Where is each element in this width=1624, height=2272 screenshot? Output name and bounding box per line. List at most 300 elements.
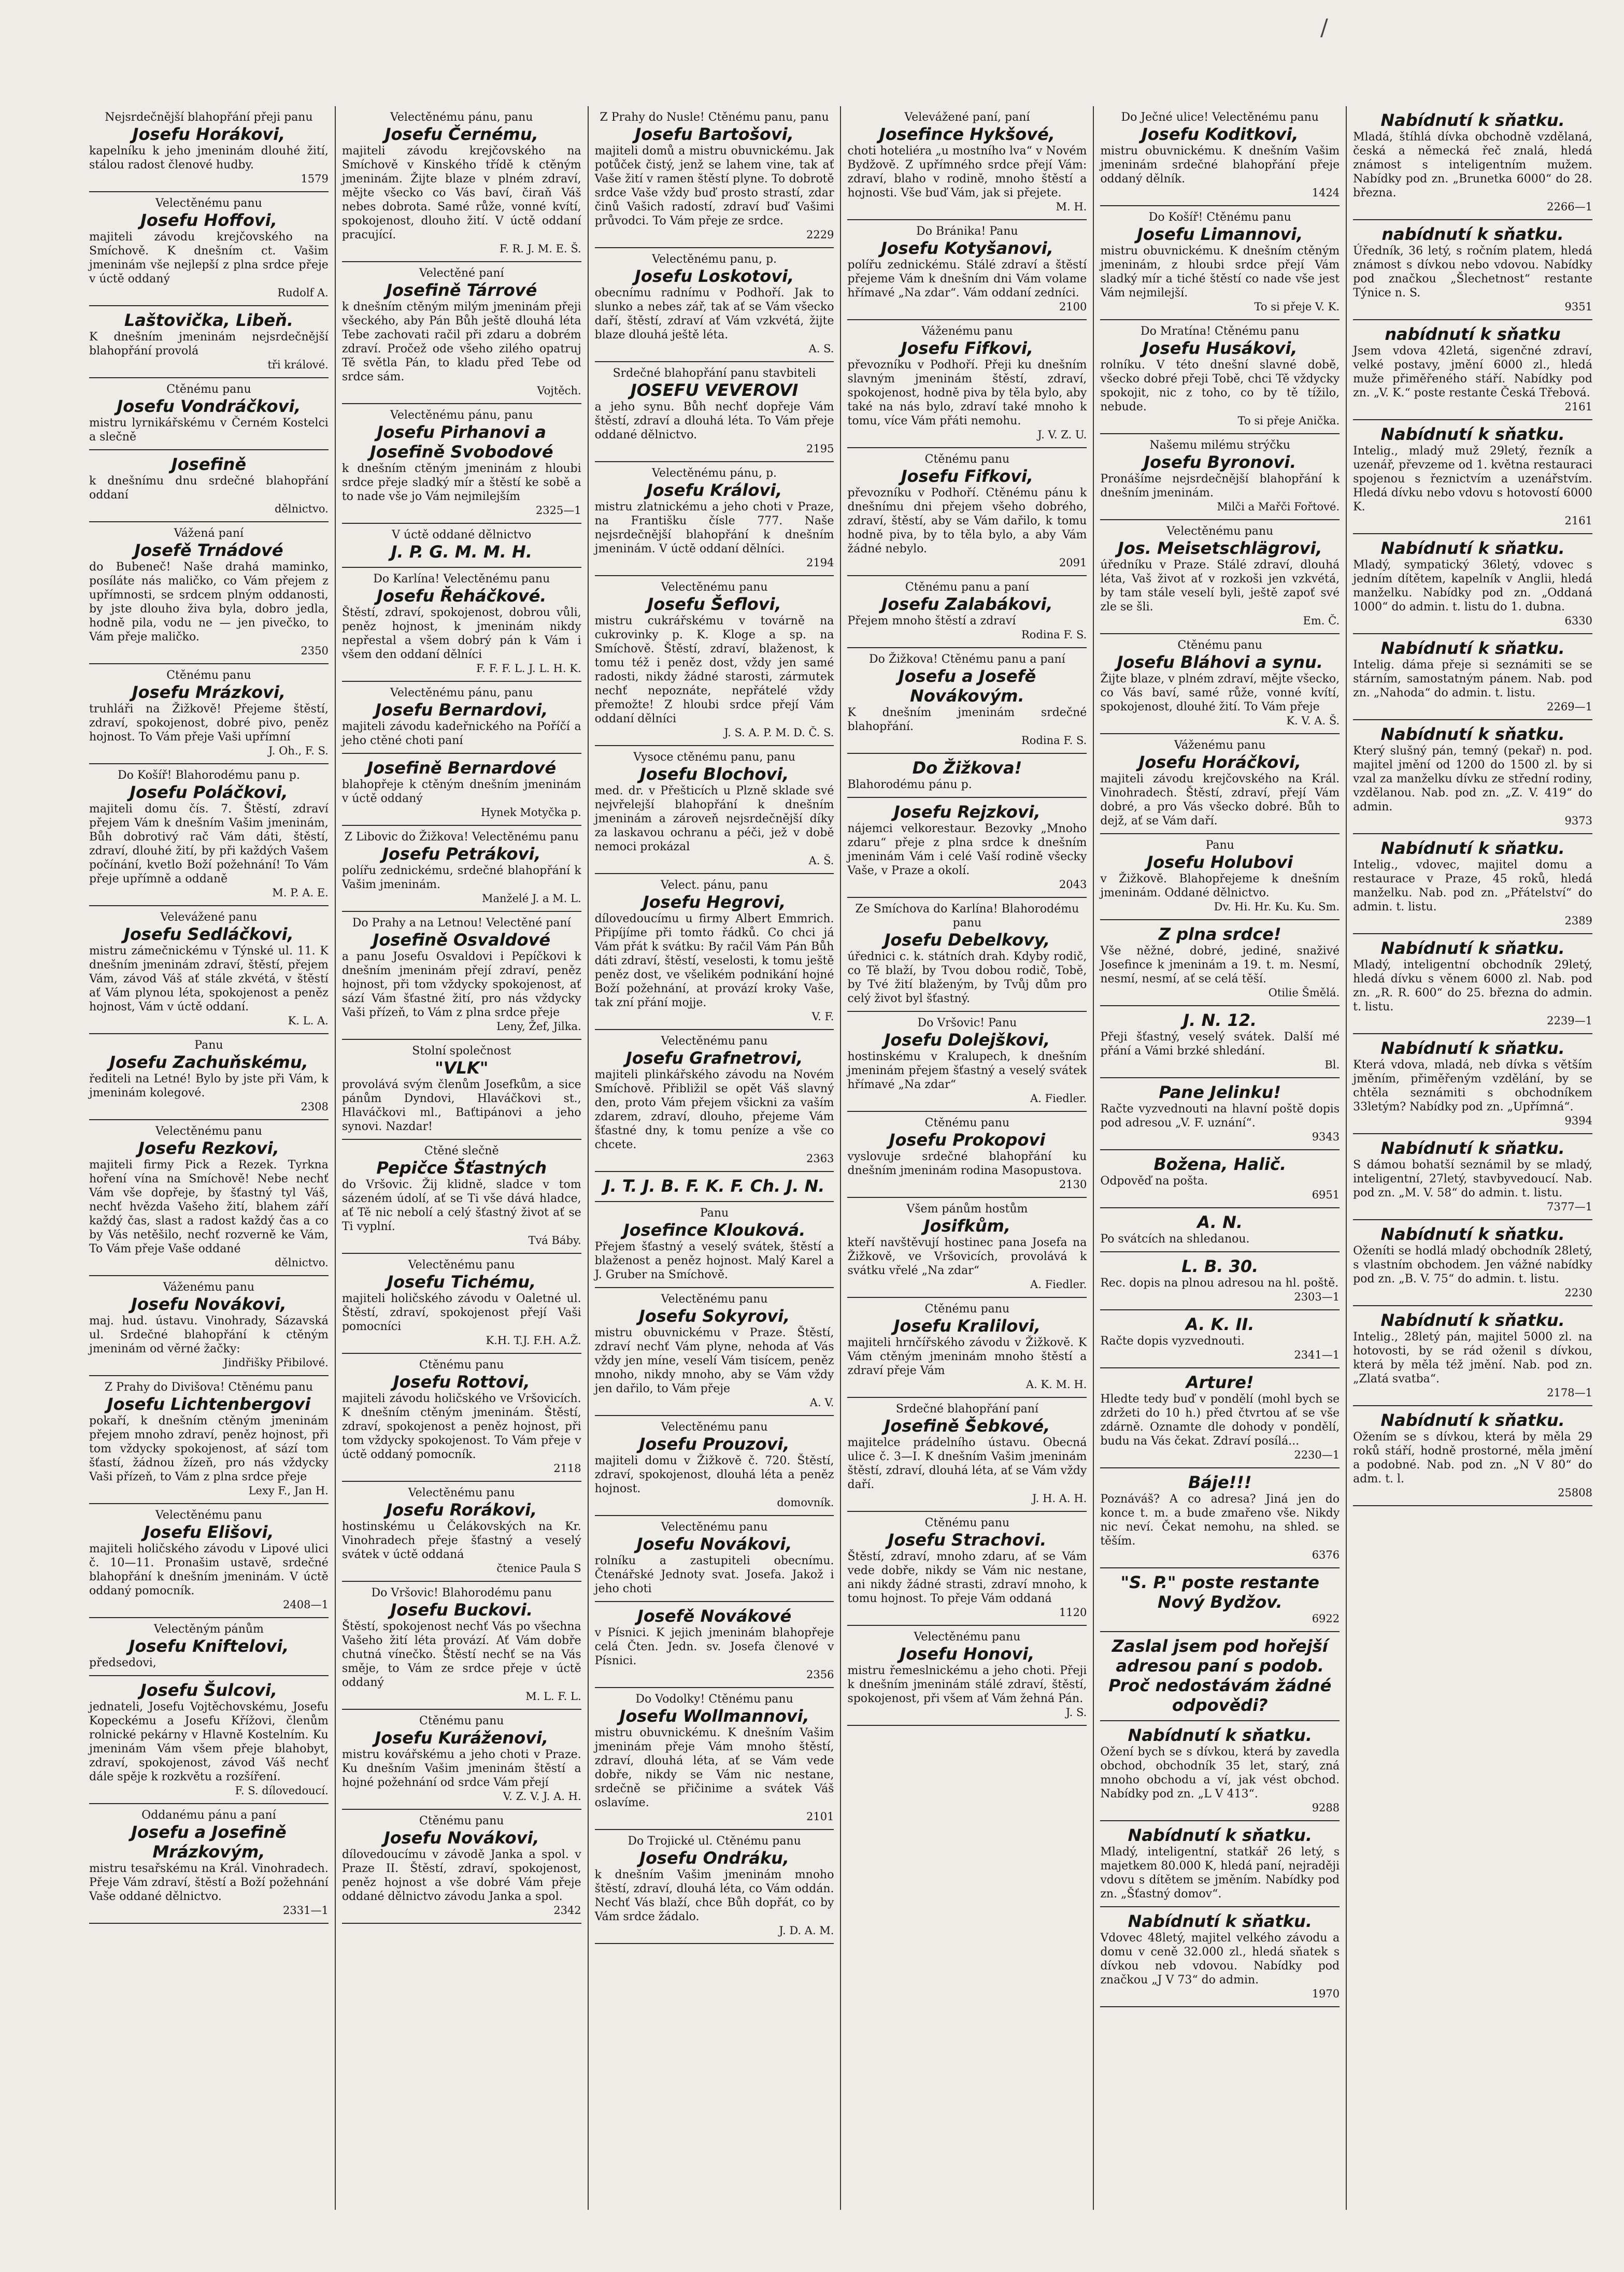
ad-name: Báje!!! (1188, 1473, 1252, 1492)
ad-signature: M. L. F. L. (525, 1690, 581, 1703)
ad-preamble: Velectěnému panu, p. (652, 253, 777, 266)
ad-name: Josefu Horáčkovi, (1138, 752, 1302, 772)
ad-preamble: Do Košíř! Ctěnému panu (1148, 211, 1291, 224)
ad-body: pokaří, k dnešním ctěným jmeninám přejem mnoho zdraví, peněz hojnost, při tom vždycky spokojenost, ať sází tom šťastí, žádnou žízeň, pro nás vždycky Vaši přízeň, to Vám z plna srdce přeje (89, 1414, 329, 1483)
ad-preamble: Do Trojické ul. Ctěnému panu (628, 1835, 801, 1848)
ad-signature: Tvá Báby. (528, 1234, 581, 1247)
ad-body: mistru tesařskému na Král. Vinohradech. Přeje Vám zdraví, štěstí a Boží požehnání Vaše oddané dělnictvo. (89, 1862, 329, 1903)
ad-preamble: Velevážené panu (160, 911, 258, 924)
ad-name: Josefu Novákovi, (636, 1534, 792, 1554)
ad-body: mistru zlatnickému a jeho choti v Praze, na Františku čísle 777. Naše nejsrdečnější blahopřání k dnešním jmeninám. V úctě oddaní dělníci. (594, 501, 834, 555)
ad-body: Po svátcích na shledanou. (1100, 1233, 1250, 1246)
ad-preamble: Z Prahy do Nusle! Ctěnému panu, panu (600, 111, 829, 124)
ad-body: převozníku v Podhoří. Přeji ku dnešním slavným jmeninám štěstí, zdraví, spokojenost, hodně piva by těla bylo, aby také na nás bylo, zdraví také mnoho k tomu, více Vám přáti nemohu. (847, 359, 1087, 427)
ad-preamble: Velectěnému panu (914, 1631, 1021, 1644)
ad-name: Josefu Loskotovi, (634, 266, 794, 286)
classified-ad (847, 1198, 1087, 1298)
ad-body: v Žižkově. Blahopřejeme k dnešním jmeninám. Oddané dělnictvo. (1100, 873, 1340, 899)
ad-signature: Hynek Motyčka p. (480, 806, 581, 819)
ad-name: Nabídnutí k sňatku. (1128, 1911, 1312, 1931)
ad-signature: 2130 (1059, 1178, 1087, 1191)
ad-signature: 2350 (301, 645, 329, 657)
ad-name: Nabídnutí k sňatku. (1380, 938, 1565, 958)
classified-ad (342, 404, 581, 524)
ad-preamble: Do Mratína! Ctěnému panu (1140, 325, 1300, 338)
ad-signature: M. P. A. E. (272, 887, 329, 899)
classified-ad (847, 754, 1087, 798)
ad-signature: A. K. M. H. (1025, 1378, 1087, 1391)
classified-ad (342, 826, 581, 912)
ad-body: majiteli plinkářského závodu na Novém Smíchově. Přibližil se opět Váš slavný den, proto Vám přejem všickni za vaším zdarem, zdraví, dlouho, přejeme Vám šťastné dny, k tomu peníze a vše co chcete. (594, 1068, 834, 1151)
ad-signature: 1970 (1312, 1988, 1340, 2000)
classified-ad (342, 1254, 581, 1354)
classified-ad (342, 754, 581, 826)
ad-signature: 2389 (1564, 914, 1592, 927)
column-6 (1347, 106, 1599, 2210)
ad-body: med. dr. v Přešticích u Plzně sklade své nejvřelejší blahopřání k dnešním jmeninám a zároveň nejsrdečnější díky za laskavou ochranu a péči, jež v době nemoci prokázal (594, 784, 834, 853)
classified-ad (1353, 320, 1592, 420)
ad-name: Josefu Pirhanovi a Josefině Svobodové (369, 422, 553, 462)
classified-ad (1353, 1134, 1592, 1220)
ad-signature: dělnictvo. (274, 503, 329, 515)
classified-ad (89, 906, 329, 1034)
ad-signature: 2178—1 (1547, 1387, 1592, 1399)
ad-body: hostinskému u Čelákovských na Kr. Vinohradech přeje šťastný a veselý svátek v úctě oddaná (341, 1520, 581, 1561)
ad-body: rolníku. V této dnešní slavné době, všecko dobré přeji Tobě, chci Tě vždycky spokojit, nic z toho, co by tě tížilo, nebude. (1100, 359, 1340, 413)
ad-name: Josefu Limannovi, (1137, 224, 1303, 244)
ad-name: Nabídnutí k sňatku. (1380, 638, 1565, 658)
ad-signature: To si přeje Anička. (1237, 415, 1340, 427)
classified-ad (1100, 1907, 1340, 2007)
classified-ad (1100, 1078, 1340, 1150)
ad-body: Přeji šťastný, veselý svátek. Další mé přání a Vámi brzké shledání. (1100, 1031, 1340, 1058)
classified-ad (595, 248, 834, 362)
ad-name: Nabídnutí k sňatku. (1380, 1038, 1565, 1058)
ad-signature: 2100 (1059, 301, 1087, 313)
ad-preamble: Panu (1205, 839, 1234, 852)
ad-name: Josefu Kuráženovi, (375, 1728, 549, 1748)
ad-name: Josefu Koditkovi, (1141, 124, 1299, 144)
ad-body: kapelníku k jeho jmeninám dlouhé žití, stálou radost členové hudby. (89, 145, 329, 172)
ad-signature: tři králové. (267, 359, 329, 371)
classified-ad (847, 1112, 1087, 1198)
ad-body: Úředník, 36 letý, s ročním platem, hledá známost s dívkou nebo vdovou. Nabídky pod značkou „Šlechetnost“ restante Týnice n. S. (1353, 245, 1592, 299)
ad-body: Mladý, inteligentní, statkář 26 letý, s majetkem 80.000 K, hledá paní, nejraději vdovu s dítětem se jměním. Nabídky pod zn. „Šťastný domov“. (1100, 1846, 1340, 1901)
classified-ad (1100, 106, 1340, 206)
ad-body: řediteli na Letné! Bylo by jste při Vám, k jmeninám kolegové. (89, 1073, 329, 1099)
column-1 (83, 106, 336, 2210)
ad-name: Z plna srdce! (1158, 924, 1281, 944)
ad-name: Josefu Sokyrovi, (638, 1306, 790, 1326)
ad-name: Josefině Šebkové, (884, 1416, 1050, 1436)
classified-ad (595, 1172, 834, 1202)
ad-name: Josefu Zalabákovi, (881, 594, 1053, 614)
ad-name: nabídnutí k sňatku (1385, 324, 1561, 344)
ad-body: majiteli firmy Pick a Rezek. Tyrkna hoření vína na Smíchově! Nebe nechť Vám vše dopřeje, by šťastný tyl Váš, nechť hvězda Vašeho žití, blahem září každý čas, slast a radost každý čas a co by Vás netěšilo, nechť rozverně ke Vám, To Vám přeje Vaše oddané (89, 1159, 329, 1255)
column-4 (841, 106, 1094, 2210)
ad-signature: Rodina F. S. (1021, 734, 1087, 747)
ad-signature: Em. Č. (1303, 615, 1340, 627)
ad-body: Račte vyzvednouti na hlavní poště dopis pod adresou „V. F. uznání“. (1100, 1103, 1340, 1130)
ad-name: Jos. Meisetschlägrovi, (1117, 538, 1322, 558)
ad-name: Josefu Fifkovi, (901, 466, 1034, 486)
classified-ad (342, 106, 581, 262)
ad-body: Štěstí, zdraví, mnoho zdaru, ať se Vám vede dobře, nikdy se Vám nic nestane, ani nikdy žádné strasti, zdraví mnoho, k tomu hojnost. To přeje Vám oddaná (847, 1550, 1087, 1605)
ad-body: vyslovuje srdečné blahopřání ku dnešním jmeninám rodina Masopustova. (847, 1150, 1087, 1177)
ad-name: Josefu Sedláčkovi, (124, 924, 294, 944)
ad-name: Josefu Královi, (646, 480, 782, 500)
ad-name: Arture! (1186, 1373, 1254, 1392)
ad-signature: J. S. (1065, 1706, 1087, 1719)
ad-signature: Milči a Mařči Fořtové. (1217, 501, 1340, 513)
ad-name: Josefu Petrákovi, (382, 844, 541, 864)
classified-ad (847, 576, 1087, 648)
classified-ad (595, 1202, 834, 1288)
ad-signature: 2266—1 (1547, 201, 1592, 213)
ad-signature: A. V. (809, 1396, 834, 1409)
ad-preamble: Ctěnému panu (924, 453, 1010, 466)
classified-ad (89, 306, 329, 378)
ad-preamble: Do Žižkova! Ctěnému panu a paní (869, 653, 1065, 666)
classified-ad (89, 522, 329, 664)
classified-ad (1353, 534, 1592, 634)
ad-body: Poznáváš? A co adresa? Jiná jen do konce t. m. a bude zmařeno vše. Nikdy nic neví. Čekat nemohu, na shled. se těším. (1100, 1493, 1340, 1548)
ad-preamble: Velect. pánu, panu (660, 879, 768, 892)
ad-signature: 2229 (806, 228, 834, 241)
ad-name: Laštovička, Libeň. (124, 310, 293, 330)
ad-name: Josefu Mrázkovi, (132, 682, 286, 702)
ad-signature: 2230—1 (1294, 1449, 1340, 1461)
classified-ad (595, 1602, 834, 1688)
ad-body: Mladá, štíhlá dívka obchodně vzdělaná, česká a německá řeč znalá, hledá známost s inteligentním mužem. Nabídky pod zn. „Brunetka 6000“ do 28. března. (1353, 131, 1592, 199)
ad-signature: Bl. (1324, 1059, 1340, 1071)
classified-ad (89, 1276, 329, 1376)
ad-signature: F. S. dílovedoucí. (235, 1784, 329, 1797)
ad-body: Která vdova, mladá, neb dívka s větším jměním, přiměřeným vzdělání, by se chtěla seznámiti s obchodníkem 33letým? Nabídky pod zn. „Upřímná“. (1353, 1059, 1592, 1113)
ad-name: Nabídnutí k sňatku. (1128, 1825, 1312, 1845)
ad-name: Josefu Debelkovy, (884, 930, 1050, 950)
ad-signature: F. R. J. M. E. Š. (499, 242, 581, 255)
ad-body: mistru obuvnickému. K dnešním Vašim jmeninám srdečné blahopřání přeje oddaný dělník. (1100, 145, 1340, 185)
ad-signature: 2363 (806, 1152, 834, 1165)
ad-signature: K. L. A. (288, 1014, 329, 1027)
ad-signature: J. S. A. P. M. D. Č. S. (724, 726, 834, 739)
ad-body: majiteli hrnčířského závodu v Žižkově. K Vám ctěným jmeninám mnoho štěstí a zdraví přeje Vám (847, 1336, 1087, 1377)
ad-body: Který slušný pán, temný (pekař) n. pod. majitel jmění od 1200 do 1500 zl. by si vzal za manželku dívku ze střední rodiny, vzdělanou. Nab. pod zn. „Z. V. 419“ do admin. (1353, 745, 1592, 813)
ad-name: Josefu Husákovi, (1142, 338, 1298, 358)
classified-ad (89, 1676, 329, 1804)
ad-name: Josefu Novákovi, (131, 1294, 287, 1314)
ad-signature: 2308 (301, 1101, 329, 1113)
ad-signature: 2239—1 (1547, 1014, 1592, 1027)
classified-ad (342, 1482, 581, 1582)
ad-name: Pane Jelinku! (1159, 1082, 1281, 1102)
classified-ad (1100, 1721, 1340, 1821)
classified-ad (1100, 1468, 1340, 1568)
ad-preamble: Do Karlína! Velectěnému panu (373, 573, 550, 585)
ad-name: A. N. (1197, 1212, 1243, 1232)
classified-ad (1100, 1632, 1340, 1721)
ad-preamble: Do Bránika! Panu (916, 225, 1018, 238)
classified-ad (89, 664, 329, 764)
ad-name: Nabídnutí k sňatku. (1380, 1138, 1565, 1158)
ad-name: Nabídnutí k sňatku. (1128, 1725, 1312, 1745)
ad-name: J. T. J. B. F. K. F. Ch. J. N. (604, 1176, 825, 1196)
classified-ad (1100, 1208, 1340, 1252)
ad-body: Štěstí, zdraví, spokojenost, dobrou vůli, peněz hojnost, k jmeninám nikdy nepřestal a všem dobrý pán k Vám i všem den oddaní dělníci (341, 606, 581, 661)
ad-name: Nabídnutí k sňatku. (1380, 424, 1565, 444)
ad-name: Josefince Klouková. (623, 1220, 806, 1240)
ad-signature: 2356 (806, 1668, 834, 1681)
ad-signature: dělnictvo. (274, 1256, 329, 1269)
ad-name: J. N. 12. (1183, 1010, 1257, 1030)
ad-body: obecnímu radnímu v Podhoří. Jak to slunko a nebes zář, tak ať se Vám všecko daří, štěstí, zdraví ať Vám vzkvétá, žijte blaze dlouhá ještě léta. (594, 287, 834, 341)
ad-name: Josefu Elišovi, (144, 1522, 274, 1542)
classified-ad (595, 462, 834, 576)
ad-preamble: Vážená paní (174, 527, 244, 540)
ad-preamble: Našemu milému strýčku (1149, 439, 1291, 452)
ad-signature: K. V. A. Š. (1286, 715, 1340, 727)
ad-signature: 2118 (553, 1462, 581, 1475)
ad-body: předsedovi, (89, 1656, 156, 1669)
classified-ad (342, 524, 581, 568)
ad-preamble: Nejsrdečnější blahopřání přeji panu (105, 111, 313, 124)
ad-body: dílovedoucímu u firmy Albert Emmrich. Připíjíme při tomto řádků. Co chci já Vám přát k svátku: By račil Vám Pán Bůh dáti zdraví, štěstí, veselosti, k tomu ještě peněz dost, ve všelikém podnikání hojné Boží požehnání, at provází kroky Vaše, tak zní přání mojje. (594, 912, 834, 1009)
ad-name: Nabídnutí k sňatku. (1380, 1224, 1565, 1244)
ad-body: Ožením se s dívkou, která by měla 29 roků stáří, hodně prostorné, měla jmění a podobné. Nab. pod zn. „N V 80“ do adm. t. l. (1353, 1431, 1592, 1485)
classified-ad (1353, 1220, 1592, 1306)
ad-name: "VLK" (435, 1058, 489, 1078)
ad-preamble: Velectěnému panu (408, 1259, 515, 1271)
ad-signature: 2043 (1059, 878, 1087, 891)
ad-name: Zaslal jsem pod hořejší adresou paní s podob. Proč nedostávám žádné odpovědi? (1108, 1636, 1332, 1715)
classified-ad (1100, 520, 1340, 634)
classified-ad (1353, 1406, 1592, 1506)
ad-name: Josefu Rezkovi, (138, 1138, 279, 1158)
ad-name: Josefince Hykšové, (879, 124, 1055, 144)
ad-signature: 6376 (1312, 1549, 1340, 1561)
ad-name: Josifkům, (923, 1216, 1011, 1236)
ad-body: majiteli domu v Žižkově č. 720. Štěstí, zdraví, spokojenost, dlouhá léta a peněz hojnost. (594, 1454, 834, 1495)
classified-ad (1100, 1252, 1340, 1310)
ad-name: Josefu a Josefě Novákovým. (898, 666, 1036, 706)
ad-body: rolníku a zastupiteli obecnímu. Čtenářské Jednoty svat. Josefa. Jakož i jeho choti (594, 1554, 834, 1595)
ad-signature: J. H. A. H. (1032, 1492, 1087, 1505)
ad-name: Josefu Bernardovi, (375, 700, 548, 720)
classified-ad (595, 874, 834, 1030)
ad-preamble: Do Prahy a na Letnou! Velectěné paní (352, 917, 571, 930)
ad-body: mistru řemeslnickému a jeho choti. Přeji k dnešním jmeninám stálé zdraví, štěstí, spokojenost, při všem ať Vám žehná Pán. (847, 1664, 1087, 1705)
ad-name: Josefu Honovi, (900, 1644, 1035, 1664)
ad-name: Josefu Rejzkovi, (893, 802, 1041, 822)
ad-name: Nabídnutí k sňatku. (1380, 538, 1565, 558)
page-mark: / (1320, 15, 1328, 41)
ad-preamble: Velevážené paní, paní (904, 111, 1030, 124)
classified-ad (342, 1710, 581, 1810)
ad-name: Josefu Kralilovi, (893, 1316, 1041, 1336)
ad-signature: Manželé J. a M. L. (481, 892, 581, 905)
ad-name: Do Žižkova! (912, 758, 1022, 778)
ad-name: Josefu Tichému, (387, 1272, 536, 1292)
ad-signature: F. F. F. L. J. L. H. K. (476, 662, 581, 675)
ad-signature: J. V. Z. U. (1037, 428, 1087, 441)
ad-name: Josefě Novákové (637, 1606, 792, 1626)
ad-body: Intelig., 28letý pán, majitel 5000 zl. na hotovosti, by se rád oženil s dívkou, která by měla též jmění. Nab. pod zn. „Zlatá svatba“. (1353, 1331, 1592, 1385)
ad-preamble: Velectěnému panu (155, 197, 262, 210)
classified-ad (595, 1688, 834, 1830)
ad-body: majitelce prádelního ústavu. Obecná ulice č. 3—I. K dnešním Vašim jmeninám štěstí, zdraví, dlouhá léta, ať se Vám vždy daří. (847, 1436, 1087, 1491)
ad-signature: 2101 (806, 1810, 834, 1823)
classified-ad (89, 1804, 329, 1924)
classified-ad (595, 1516, 834, 1602)
ad-preamble: Stolní společnost (412, 1045, 511, 1058)
ad-preamble: Velectěnému pánu, panu (390, 111, 533, 124)
ad-name: Josefu Rottovi, (393, 1372, 530, 1392)
ad-body: a jeho synu. Bůh nechť dopřeje Vám štěstí, zdraví a dlouhá léta. To Vám přeje oddané dělnictvo. (594, 401, 834, 441)
ad-name: Nabídnutí k sňatku. (1380, 110, 1565, 130)
ad-name: Josefu Buckovi. (390, 1600, 533, 1620)
ad-body: v Písnici. K jejich jmeninám blahopřeje celá Čten. Jedn. sv. Josefa členové v Písnici. (594, 1626, 834, 1667)
classified-ad (1100, 734, 1340, 834)
ad-signature: Otilie Šmělá. (1268, 987, 1340, 999)
ad-signature: 2091 (1059, 556, 1087, 569)
ad-name: "S. P." poste restante Nový Bydžov. (1120, 1573, 1319, 1612)
ad-name: Josefině Bernardové (367, 758, 557, 778)
ad-signature: Rodina F. S. (1021, 628, 1087, 641)
ad-preamble: Všem pánům hostům (906, 1203, 1028, 1216)
ad-body: majiteli holičského závodu v Lipové ulici č. 10—11. Pronašim ustavě, srdečné blahopřání k dnešním jmeninám. V úctě oddaný pomocník. (89, 1542, 329, 1597)
ad-body: K dnešním jmeninám nejsrdečnější blahopřání provolá (89, 331, 329, 358)
ad-name: Josefu Strachovi. (888, 1530, 1047, 1550)
ad-signature: K.H. T.J. F.H. A.Ž. (486, 1334, 581, 1347)
classified-ad (1353, 934, 1592, 1034)
ad-preamble: Do Vodolky! Ctěnému panu (635, 1693, 793, 1706)
ad-preamble: Ctěnému panu a paní (905, 581, 1029, 594)
ad-body: hostinskému v Kralupech, k dnešním jmeninám přejem šťastný a veselý svátek hřímavé „Na zdar“ (847, 1050, 1087, 1091)
classified-ad (89, 1120, 329, 1276)
ad-name: Josefu Řeháčkové. (377, 586, 547, 606)
ad-body: mistru obuvnickému. K dnešním Vašim jmeninám přeje Vám mnoho štěstí, zdraví, dlouhá léta, ať se Vám vede dobře, nikdy se Vám nic nestane, srdečně se přičinime a svátek Váš oslavíme. (594, 1726, 834, 1809)
ad-preamble: Velectěnému panu (155, 1125, 262, 1138)
ad-signature: 2194 (806, 556, 834, 569)
ad-signature: Vojtěch. (537, 384, 581, 397)
ad-signature: Rudolf A. (277, 287, 329, 299)
classified-ad (342, 1354, 581, 1482)
ad-name: Josefu Bartošovi, (635, 124, 794, 144)
classified-ad (1353, 720, 1592, 834)
ad-signature: A. Fiedler. (1030, 1278, 1087, 1291)
ad-columns (83, 106, 1599, 2210)
ad-name: Josefu Hegrovi, (643, 892, 786, 912)
ad-name: Josefu Poláčkovi, (130, 782, 288, 802)
classified-ad (1100, 634, 1340, 734)
ad-name: Josefu Novákovi, (383, 1828, 539, 1848)
ad-name: Josefu Šulcovi, (140, 1680, 278, 1700)
ad-body: mistru zámečnickému v Týnské ul. 11. K dnešním jmeninám zdraví, štěstí, přejem Vám, závod Váš ať stále zkvétá, v štěstí ať Vám plynou léta, spokojenost a peněz hojnost, Vám v úctě oddaní. (89, 945, 329, 1013)
ad-body: polířu zednickému, srdečné blahopřání k Vašim jmeninám. (341, 864, 581, 891)
ad-body: majiteli závodu krejčovského na Smíchově. K dnešním ct. Vašim jmeninám vše nejlepší z plna srdce přeje v úctě oddaný (89, 231, 329, 285)
ad-preamble: Ctěnému panu (924, 1303, 1010, 1316)
ad-preamble: V úctě oddané dělnictvo (392, 528, 532, 541)
ad-preamble: Velectěnému panu (408, 1487, 515, 1499)
ad-signature: čtenice Paula S (496, 1562, 581, 1575)
ad-name: Nabídnutí k sňatku. (1380, 1310, 1565, 1330)
ad-name: Josefu Fifkovi, (901, 338, 1034, 358)
ad-name: Josefu Grafnetrovi, (625, 1048, 803, 1068)
ad-signature: A. S. (808, 342, 834, 355)
ad-body: a panu Josefu Osvaldovi i Pepíčkovi k dnešním jmeninám přejí zdraví, peněz hojnost, při tom vždycky spokojenost, ať sází Vám šťastné žití, pro nás vždycky Vaši přízeň, to Vám z plna srdce přeje (341, 950, 581, 1019)
ad-signature: 7377—1 (1547, 1201, 1592, 1213)
classified-ad (342, 1582, 581, 1710)
ad-signature: M. H. (1056, 201, 1087, 213)
ad-signature: 2408—1 (283, 1598, 329, 1611)
ad-body: Pronášíme nejsrdečnější blahopřání k dnešním jmeninám. (1100, 473, 1340, 499)
classified-ad (342, 568, 581, 682)
ad-body: k dnešním Vašim jmeninám mnoho štěstí, zdraví, dlouhá léta, co Vám oddán. Nechť Vás blaží, chce Bůh dopřát, co by Vám srdce žádalo. (594, 1868, 834, 1923)
ad-signature: 2195 (806, 442, 834, 455)
ad-signature: Leny, Žef, Jilka. (496, 1020, 581, 1033)
ad-signature: 2161 (1564, 401, 1592, 413)
ad-preamble: Ctěnému panu (166, 669, 251, 682)
classified-ad (89, 764, 329, 906)
classified-ad (1100, 1310, 1340, 1368)
ad-signature: 2341—1 (1294, 1349, 1340, 1361)
ad-body: truhláři na Žižkově! Přejeme štěstí, zdraví, spokojenost, dobré pivo, peněz hojnost. To Vám přeje Vaši upřímní (89, 703, 329, 744)
classified-ad (595, 1416, 834, 1516)
classified-ad (595, 1288, 834, 1416)
ad-body: maj. hud. ústavu. Vinohrady, Sázavská ul. Srdečné blahopřání k ctěným jmeninám od věrné žačky: (89, 1314, 329, 1355)
classified-ad (89, 106, 329, 192)
ad-body: mistru obuvnickému. K dnešním ctěným jmeninám, z hloubi srdce přejí Vám sladký mír a tiché štěstí co nade vše jest Vám nejmilejší. (1100, 245, 1340, 299)
ad-body: majiteli závodu krejčovského na Král. Vinohradech. Štěstí, zdraví, přejí Vám dobré, a pro Vás všecko dobré. Bůh to dejž, ať se Vám daří. (1100, 773, 1340, 827)
ad-preamble: Panu (700, 1207, 729, 1220)
classified-ad (342, 912, 581, 1040)
ad-preamble: Velectěnému panu (661, 1421, 768, 1434)
ad-signature: A. Š. (808, 854, 834, 867)
ad-body: Blahorodému pánu p. (847, 778, 972, 791)
ad-preamble: Ze Smíchova do Karlína! Blahorodému panu (855, 903, 1079, 930)
classified-ad (847, 106, 1087, 220)
column-3 (589, 106, 842, 2210)
classified-ad (1100, 1150, 1340, 1208)
ad-preamble: Velectěnému panu (1166, 525, 1274, 538)
ad-preamble: Do Vršovic! Blahorodému panu (371, 1587, 552, 1599)
ad-name: Josefě Trnádové (134, 540, 283, 560)
ad-body: majiteli holičského závodu v Oaletné ul. Štěstí, zdraví, spokojenost přejí Vaši pomocníci (341, 1292, 581, 1333)
ad-body: Vše něžné, dobré, jediné, snaživé Josefince k jmeninám a 19. t. m. Nesmí, nesmí, nesmí, ať se celá těší. (1100, 945, 1340, 985)
column-5 (1094, 106, 1347, 2210)
ad-name: Josefu Kotyšanovi, (880, 238, 1053, 258)
ad-body: majiteli domů a mistru obuvnickému. Jak potůček čistý, jenž se lahem vine, tak ať Vaše žití v ramen štěstí plyne. To dobrotě srdce Vaše vždy buď prosto strastí, zdar činů Vašich radostí, zdraví buď Vašimi průvodci. To Vám přeje ze srdce. (594, 145, 834, 227)
classified-ad (1100, 920, 1340, 1006)
ad-name: Josefu Ondráku, (639, 1848, 790, 1868)
ad-signature: 2161 (1564, 515, 1592, 527)
classified-ad (1100, 434, 1340, 520)
ad-preamble: Velectěnému panu (155, 1509, 262, 1522)
ad-preamble: Vysoce ctěnému panu, panu (633, 751, 795, 764)
classified-ad (847, 220, 1087, 320)
classified-ad (1100, 206, 1340, 320)
ad-preamble: Do Ječné ulice! Velectěnému panu (1121, 111, 1319, 124)
ad-signature: V. Z. V. J. A. H. (503, 1790, 581, 1803)
classified-ad (89, 1618, 329, 1676)
ad-name: Nabídnutí k sňatku. (1380, 838, 1565, 858)
ad-name: Josefu Kniftelovi, (129, 1636, 289, 1656)
classified-ad (595, 746, 834, 874)
ad-name: Josefu Prokopovi (889, 1130, 1046, 1150)
ad-signature: 2303—1 (1294, 1291, 1340, 1303)
ad-name: Josefu Hoffovi, (140, 210, 277, 230)
